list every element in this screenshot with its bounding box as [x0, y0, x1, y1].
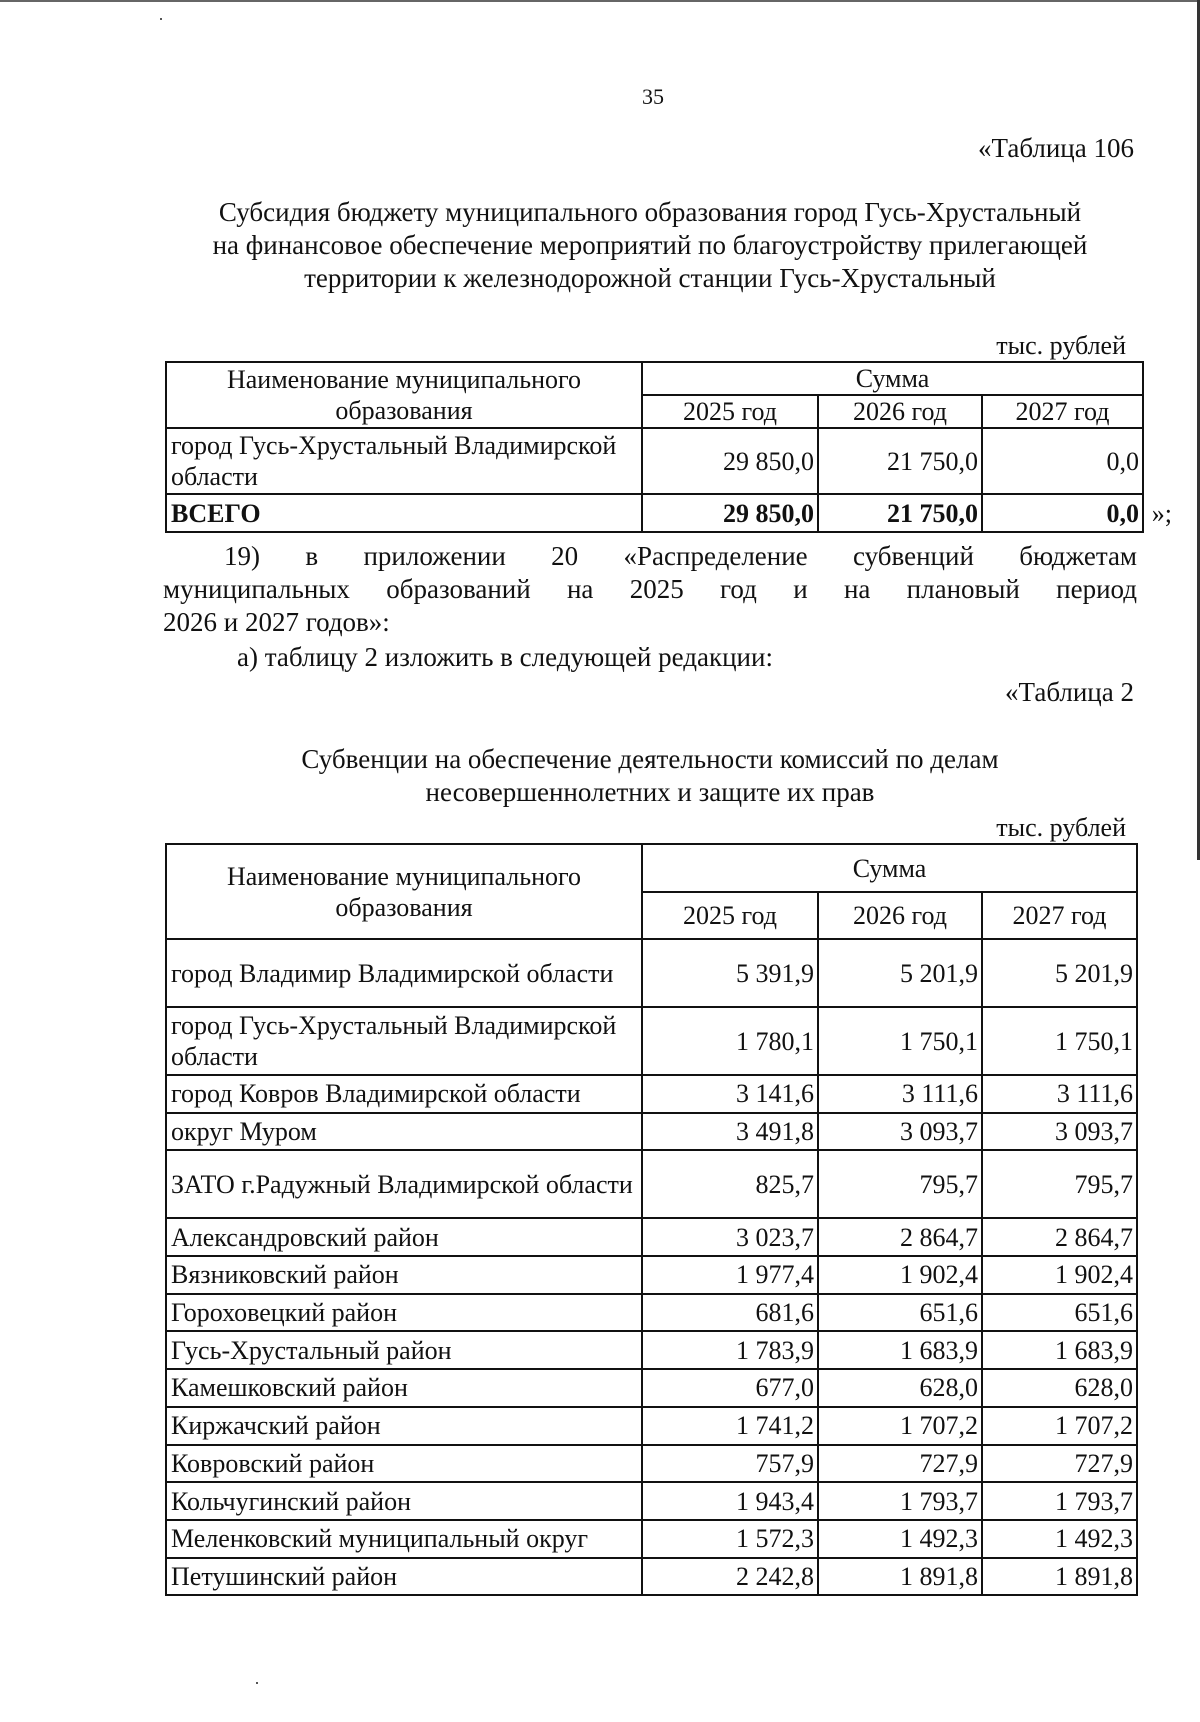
table-row [166, 1407, 1137, 1445]
row-name: город Владимир Владимирской области [166, 939, 642, 1007]
table-2-title [150, 743, 1150, 809]
row-2027: 727,9 [982, 1445, 1137, 1483]
table-row [166, 1331, 1137, 1369]
amendment-paragraph [163, 540, 1137, 674]
word: субвенций [853, 541, 974, 571]
closing-quote: »; [1151, 498, 1172, 528]
word: бюджетам [1019, 541, 1138, 571]
para-line-1 [163, 540, 1137, 573]
row-2025: 757,9 [642, 1445, 818, 1483]
total-2027-cell [982, 494, 1172, 532]
table-row [166, 1075, 1137, 1113]
table-2-ref: «Таблица 2 [1005, 677, 1134, 707]
row-2026: 1 492,3 [818, 1520, 982, 1558]
row-2027: 1 902,4 [982, 1256, 1137, 1294]
row-name: Александровский район [166, 1218, 642, 1256]
row-2026: 1 891,8 [818, 1558, 982, 1596]
row-2027: 0,0 [982, 428, 1143, 494]
row-name: Ковровский район [166, 1445, 642, 1483]
table-row [166, 1218, 1137, 1256]
table-row [166, 1482, 1137, 1520]
table-row [166, 1007, 1137, 1075]
para-line-4: а) таблицу 2 изложить в следующей редакции: [237, 642, 773, 672]
row-2026: 3 111,6 [818, 1075, 982, 1113]
table-row [166, 1150, 1137, 1218]
row-name: город Гусь-Хрустальный Владимирской области [166, 1007, 642, 1075]
total-2026: 21 750,0 [818, 494, 982, 532]
row-2026: 3 093,7 [818, 1113, 982, 1151]
word: на [566, 574, 594, 604]
title-line: на финансовое обеспечение мероприятий по благоустройству прилегающей [212, 230, 1088, 260]
row-2027: 1 707,2 [982, 1407, 1137, 1445]
table-row [166, 428, 1143, 494]
row-2026: 5 201,9 [818, 939, 982, 1007]
row-name: округ Муром [166, 1113, 642, 1151]
scan-speck [160, 18, 162, 20]
header-year-2027: 2027 год [982, 395, 1143, 428]
row-2026: 628,0 [818, 1369, 982, 1407]
total-2027: 0,0 [1106, 498, 1139, 528]
row-2027: 1 492,3 [982, 1520, 1137, 1558]
row-2025: 29 850,0 [642, 428, 818, 494]
word: 20 [551, 541, 579, 571]
word: год [720, 574, 757, 604]
header-name: Наименование муниципального образования [166, 362, 642, 428]
row-2027: 3 111,6 [982, 1075, 1137, 1113]
title-line: территории к железнодорожной станции Гусь-Хрустальный [304, 263, 996, 293]
header-sum: Сумма [642, 362, 1143, 395]
header-name: Наименование муниципального образования [166, 844, 642, 939]
page-number: 35 [642, 84, 664, 109]
header-year-2025: 2025 год [642, 395, 818, 428]
row-name: Петушинский район [166, 1558, 642, 1596]
row-name: Камешковский район [166, 1369, 642, 1407]
table-2 [165, 843, 1138, 1596]
table-row [166, 1256, 1137, 1294]
word: образований [386, 574, 531, 604]
word: 19) [224, 541, 260, 571]
row-2025: 5 391,9 [642, 939, 818, 1007]
row-name: Меленковский муниципальный округ [166, 1520, 642, 1558]
table-106-title [150, 196, 1150, 295]
row-name: Кольчугинский район [166, 1482, 642, 1520]
row-2027: 1 683,9 [982, 1331, 1137, 1369]
header-year-2025: 2025 год [642, 892, 818, 939]
row-2025: 1 572,3 [642, 1520, 818, 1558]
table-2-units: тыс. рублей [996, 813, 1126, 842]
scan-speck [256, 1682, 258, 1684]
word: плановый [906, 574, 1020, 604]
row-2025: 1 783,9 [642, 1331, 818, 1369]
row-2025: 677,0 [642, 1369, 818, 1407]
table-106-units: тыс. рублей [996, 331, 1126, 360]
table-row [166, 1369, 1137, 1407]
word: 2025 [629, 574, 684, 604]
row-2026: 651,6 [818, 1294, 982, 1332]
row-name: город Гусь-Хрустальный Владимирской области [166, 428, 642, 494]
row-2026: 1 793,7 [818, 1482, 982, 1520]
row-2025: 2 242,8 [642, 1558, 818, 1596]
row-2026: 1 707,2 [818, 1407, 982, 1445]
row-2027: 2 864,7 [982, 1218, 1137, 1256]
para-line-2 [163, 573, 1137, 606]
row-2027: 795,7 [982, 1150, 1137, 1218]
table-row [166, 1520, 1137, 1558]
table-2-body [166, 939, 1137, 1595]
total-label: ВСЕГО [166, 494, 642, 532]
row-2025: 1 977,4 [642, 1256, 818, 1294]
row-name: Киржачский район [166, 1407, 642, 1445]
row-2026: 795,7 [818, 1150, 982, 1218]
row-2026: 1 902,4 [818, 1256, 982, 1294]
table-106-ref: «Таблица 106 [978, 133, 1134, 163]
row-2026: 2 864,7 [818, 1218, 982, 1256]
scan-top-edge [0, 0, 1200, 2]
row-2025: 3 491,8 [642, 1113, 818, 1151]
row-2027: 3 093,7 [982, 1113, 1137, 1151]
header-year-2026: 2026 год [818, 395, 982, 428]
row-name: Гороховецкий район [166, 1294, 642, 1332]
row-2026: 1 750,1 [818, 1007, 982, 1075]
row-2027: 1 793,7 [982, 1482, 1137, 1520]
total-row [166, 494, 1143, 532]
total-2025: 29 850,0 [642, 494, 818, 532]
word: в [305, 541, 319, 571]
table-row [166, 1294, 1137, 1332]
para-line-3: 2026 и 2027 годов»: [163, 607, 390, 637]
row-2025: 3 141,6 [642, 1075, 818, 1113]
row-2025: 1 943,4 [642, 1482, 818, 1520]
header-year-2026: 2026 год [818, 892, 982, 939]
row-2026: 1 683,9 [818, 1331, 982, 1369]
table-row [166, 939, 1137, 1007]
row-2025: 825,7 [642, 1150, 818, 1218]
word: муниципальных [163, 574, 350, 604]
row-2027: 1 750,1 [982, 1007, 1137, 1075]
row-name: Вязниковский район [166, 1256, 642, 1294]
row-2027: 1 891,8 [982, 1558, 1137, 1596]
word: период [1056, 574, 1138, 604]
word: и [793, 574, 808, 604]
table-row [166, 1113, 1137, 1151]
table-106 [165, 361, 1172, 533]
row-2025: 1 780,1 [642, 1007, 818, 1075]
word: приложении [363, 541, 506, 571]
row-2026: 21 750,0 [818, 428, 982, 494]
row-2025: 1 741,2 [642, 1407, 818, 1445]
word: на [843, 574, 871, 604]
row-name: ЗАТО г.Радужный Владимирской области [166, 1150, 642, 1218]
header-year-2027: 2027 год [982, 892, 1137, 939]
row-name: город Ковров Владимирской области [166, 1075, 642, 1113]
row-2025: 681,6 [642, 1294, 818, 1332]
title-line: Субвенции на обеспечение деятельности комиссий по делам [301, 744, 999, 774]
header-sum: Сумма [642, 844, 1137, 892]
title-line: несовершеннолетних и защите их прав [425, 777, 875, 807]
table-row [166, 1445, 1137, 1483]
row-2027: 5 201,9 [982, 939, 1137, 1007]
row-2026: 727,9 [818, 1445, 982, 1483]
word: «Распределение [623, 541, 808, 571]
row-name: Гусь-Хрустальный район [166, 1331, 642, 1369]
table-row [166, 1558, 1137, 1596]
row-2027: 628,0 [982, 1369, 1137, 1407]
row-2025: 3 023,7 [642, 1218, 818, 1256]
row-2027: 651,6 [982, 1294, 1137, 1332]
title-line: Субсидия бюджету муниципального образования город Гусь-Хрустальный [218, 197, 1082, 227]
